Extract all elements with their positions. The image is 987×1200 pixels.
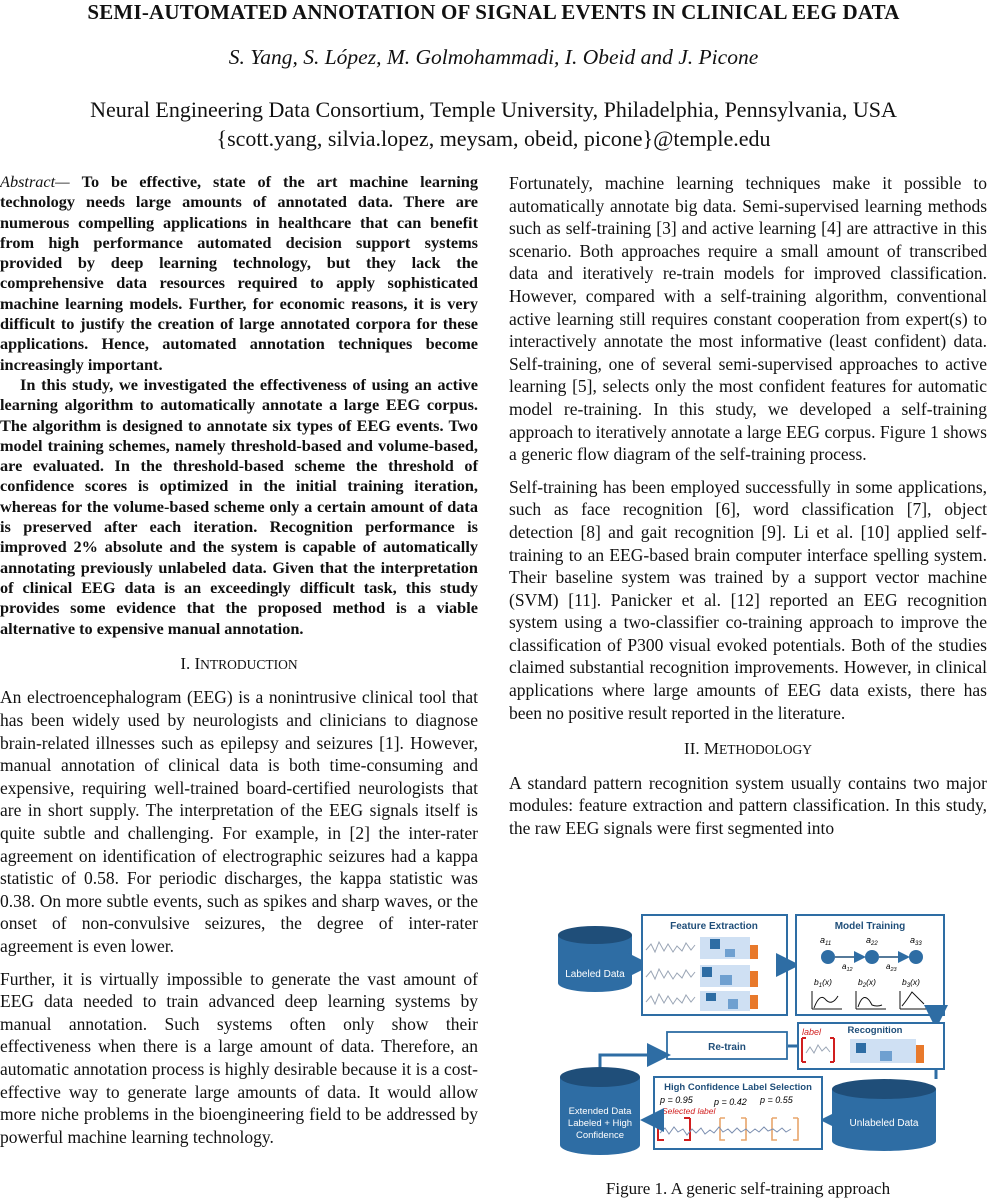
- b2-x: (x): [866, 977, 876, 987]
- email-list: {scott.yang, silvia.lopez, meysam, obeid, picone}@temple.edu: [216, 126, 771, 151]
- unlabeled-data-cylinder: [832, 1079, 936, 1151]
- affiliation-block: [0, 95, 987, 153]
- section-rest: ETHODOLOGY: [718, 742, 812, 758]
- author-list: S. Yang, S. López, M. Golmohammadi, I. Obeid and J. Picone: [228, 45, 759, 69]
- b3-label: b: [902, 977, 907, 987]
- retrain-label: Re-train: [708, 1042, 746, 1053]
- model-training-title: Model Training: [834, 921, 906, 932]
- figure-caption: Figure 1. A generic self-training approach: [605, 1179, 891, 1198]
- b2-label: b: [858, 977, 863, 987]
- a33-sub: 33: [915, 941, 922, 947]
- p-value-1: p = 0.95: [660, 1095, 693, 1105]
- a11-sub: 11: [825, 941, 832, 947]
- b2-sub: 2: [862, 983, 867, 989]
- b3-x: (x): [910, 977, 920, 987]
- a12-sub: 12: [846, 967, 853, 973]
- feature-matrix-3: [700, 991, 758, 1011]
- a11-label: a: [820, 935, 826, 945]
- selected-label-tag: Selected label: [662, 1106, 716, 1116]
- labeled-data-cylinder: [558, 926, 632, 992]
- a12-label: a: [842, 962, 847, 971]
- section-initial: I: [194, 653, 201, 673]
- intro-paragraph-2: Further, it is virtually impossible to generate the vast amount of EEG data needed to train advanced deep learning systems by manual annotation. Such systems often only show their effectiveness when there is a large amount of data. Therefore, an automatic annotation process is highly desirable because it is a cost-effective way to generate large amounts of data. It would allow more niche problems in the bioengineering field to be addressed by powerful machine learning technology.: [0, 968, 478, 1147]
- intro-paragraph-4: Self-training has been employed successfully in some applications, such as face recognition [6], word classification [7], object detection [8] and gait recognition [9]. Li et al. [10] applied self-training to an EEG-based brain computer interface spelling system. Their baseline system was trained by a support vector machine (SVM) [11]. Panicker et al. [12] reported an EEG recognition system using a two-classifier co-training approach to improve the classification of P300 visual evoked potentials. Both of the studies claimed substantial recognition improvements. However, in clinical applications where large amounts of EEG data exists, there has been no positive result reported in the literature.: [509, 476, 987, 723]
- b1-sub: 1: [818, 983, 823, 989]
- section-heading-methodology: [509, 738, 987, 762]
- intro-paragraph-3: Fortunately, machine learning techniques make it possible to automatically annotate big data. Semi-supervised learning methods such as self-training [3] and active learning [4] are attractive in this scenario. Both approaches require a small amount of transcribed data and iteratively re-train models for improved classification. However, compared with a self-training algorithm, conventional active learning still requires constant cooperation from expert(s) to interactively annotate the most informative (least confident) data. Self-training, one of several semi-supervised approaches to active learning [5], selects only the most confident features for automatic model re-training. In this study, we developed a self-training approach to iteratively annotate a large EEG corpus. Figure 1 shows a generic flow diagram of the self-training process.: [509, 173, 987, 465]
- high-confidence-selection-box: [654, 1077, 822, 1149]
- method-paragraph-1: A standard pattern recognition system usually contains two major modules: feature extraction and pattern classification. In this study, the raw EEG signals were first segmented into: [509, 772, 987, 839]
- left-column: [0, 172, 478, 1148]
- extended-data-line-2: Labeled + High: [567, 1118, 633, 1129]
- hcls-title: High Confidence Label Selection: [664, 1082, 812, 1093]
- extended-data-line-1: Extended Data: [568, 1106, 632, 1117]
- label-tag: label: [802, 1027, 822, 1037]
- feature-matrix-2: [700, 965, 758, 987]
- extended-data-cylinder: [560, 1067, 640, 1155]
- a22-label: a: [866, 935, 872, 945]
- abstract-paragraph-2: In this study, we investigated the effectiveness of using an active learning algorithm to automatically annotate a large EEG corpus. The algorithm is designed to annotate six types of EEG events. Two model training schemes, namely threshold-based and volume-based, are evaluated. In the threshold-based scheme the threshold of confidence scores is optimized in the initial training iteration, whereas for the volume-based scheme only a certain amount of data is preserved after each iteration. Recognition performance is improved 2% absolute and the system is capable of automatically annotating previously unlabeled data. Given that the interpretation of clinical EEG data is an exceedingly difficult task, this study provides some evidence that the proposed method is a viable alternative to expensive manual annotation.: [0, 374, 478, 638]
- b1-label: b: [814, 977, 819, 987]
- affiliation: Neural Engineering Data Consortium, Temple University, Philadelphia, Pennsylvania, USA: [90, 97, 897, 122]
- paper-title: SEMI-AUTOMATED ANNOTATION OF SIGNAL EVENTS IN CLINICAL EEG DATA: [87, 0, 900, 24]
- self-training-flow-diagram: [550, 905, 952, 1160]
- section-number: I.: [180, 653, 195, 673]
- right-column: [509, 172, 987, 840]
- abstract-text-1: To be effective, state of the art machine learning technology needs large amounts of annotated data. There are numerous compelling applications in healthcare that can benefit from high performance automated decision support systems provided by deep learning technology, but they lack the comprehensive data resources required to apply sophisticated machine learning models. Further, for economic reasons, it is very difficult to justify the creation of large annotated corpora for these applications. Hence, automated annotation techniques become increasingly important.: [0, 172, 478, 374]
- labeled-data-label: Labeled Data: [565, 969, 625, 980]
- abstract-paragraph-1: [0, 172, 478, 375]
- recognition-box: [798, 1023, 944, 1069]
- section-number: II.: [684, 739, 704, 759]
- feature-extraction-title: Feature Extraction: [670, 921, 758, 932]
- model-training-box: [796, 915, 944, 1015]
- abstract-dash: —: [55, 172, 82, 191]
- a33-label: a: [910, 935, 916, 945]
- retrain-box: [667, 1032, 787, 1059]
- a23-label: a: [886, 962, 891, 971]
- abstract-label: Abstract: [0, 172, 56, 191]
- a22-sub: 22: [871, 941, 878, 947]
- p-value-3: p = 0.55: [760, 1095, 793, 1105]
- p-value-2: p = 0.42: [714, 1097, 747, 1107]
- abstract: [0, 172, 478, 639]
- a23-sub: 23: [890, 967, 897, 973]
- section-rest: NTRODUCTION: [200, 656, 298, 672]
- unlabeled-data-label: Unlabeled Data: [849, 1118, 919, 1129]
- b1-x: (x): [822, 977, 832, 987]
- recognition-title: Recognition: [847, 1025, 903, 1036]
- feature-extraction-box: [642, 915, 787, 1015]
- intro-paragraph-1: An electroencephalogram (EEG) is a nonintrusive clinical tool that has been widely used by neurologists and clinicians to diagnose brain-related illnesses such as epilepsy and seizures [1]. However, manual annotation of clinical data is both time-consuming and expensive, requiring well-trained board-certified neurologists that are in short supply. The interpretation of the EEG signals itself is quite subtle and challenging. For example, in [2] the inter-rater agreement on identification of electrographic seizures had a kappa statistic of 0.58. For periodic discharges, the kappa statistic was 0.38. On more subtle events, such as spikes and sharp waves, or the onset of non-convulsive seizures, the degree of inter-rater agreement is even lower.: [0, 687, 478, 956]
- section-heading-introduction: [0, 653, 478, 677]
- b3-sub: 3: [906, 983, 911, 989]
- figure-1-diagram: [550, 905, 952, 1160]
- section-initial: M: [703, 739, 719, 759]
- feature-matrix-1: [700, 937, 758, 959]
- extended-data-line-3: Confidence: [575, 1130, 625, 1141]
